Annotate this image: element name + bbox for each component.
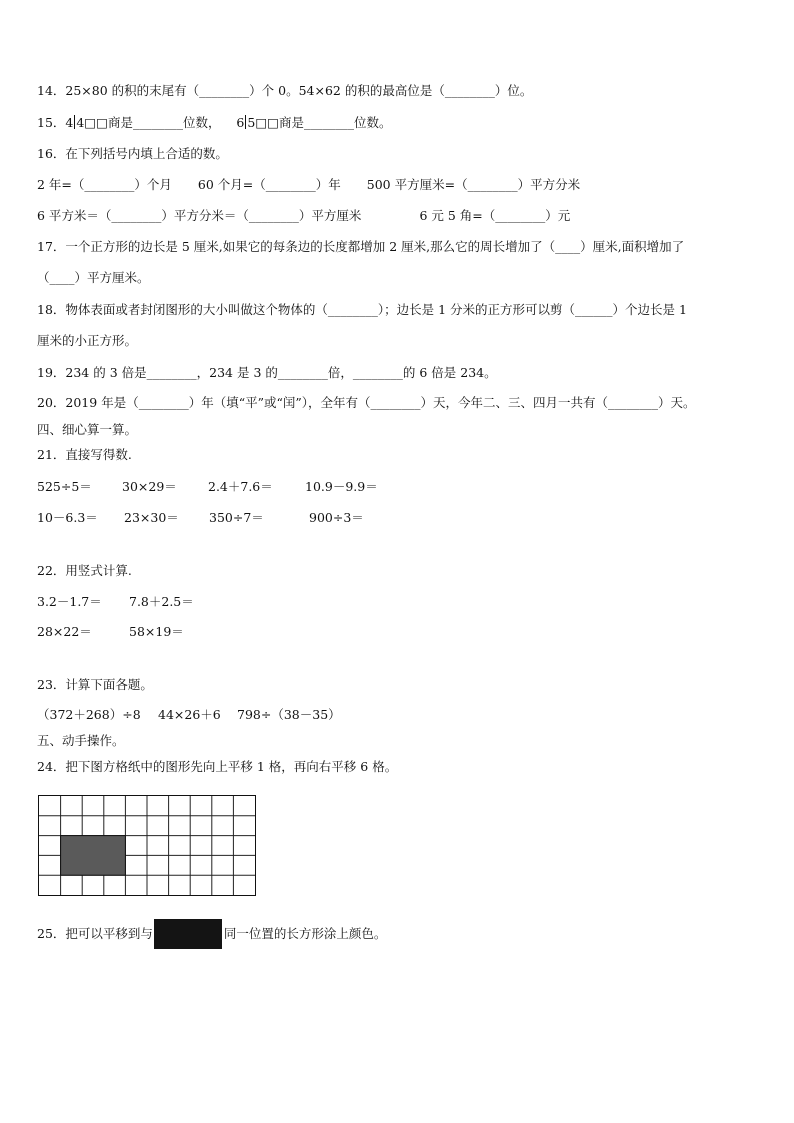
calc-item: 44×26＋6 [158, 707, 221, 722]
question-14: 14．25×80 的积的末尾有（________）个 0。54×62 的积的最高位是（________）位。 [37, 83, 533, 98]
dividend-a: 4□□ [76, 115, 108, 130]
calc-item: 350÷7＝ [209, 510, 264, 525]
question-25 [37, 919, 386, 949]
question-24: 24．把下图方格纸中的图形先向上平移 1 格，再向右平移 6 格。 [37, 759, 398, 774]
calc-item: 30×29＝ [122, 479, 177, 494]
question-16: 16．在下列括号内填上合适的数。 [37, 146, 228, 161]
calc-item: （372＋268）÷8 [37, 707, 141, 722]
question-15-text-b: 商是________位数。 [278, 115, 392, 130]
calc-item: 525÷5＝ [37, 479, 92, 494]
q16-item-area: 500 平方厘米=（________）平方分米 [366, 177, 581, 192]
question-23-row [37, 706, 341, 724]
question-15-number: 15． [37, 115, 66, 130]
divisor-a: 4 [65, 115, 74, 130]
grid-paper [38, 795, 256, 896]
section-5-heading: 五、动手操作。 [37, 733, 125, 748]
calc-item: 900÷3＝ [309, 510, 364, 525]
dividend-b: 5□□ [247, 115, 279, 130]
calc-item: 2.4＋7.6＝ [208, 479, 273, 494]
section-4-heading: 四、细心算一算。 [37, 422, 138, 437]
grid-shape [61, 836, 126, 876]
calc-item: 798÷（38－35） [237, 707, 341, 722]
question-22-row-1 [37, 593, 194, 611]
calc-item: 10.9－9.9＝ [305, 479, 378, 494]
question-20: 20．2019 年是（________）年（填“平”或“闰”），全年有（________）天，今年二、三、四月一共有（________）天。 [37, 395, 696, 410]
question-21-row-1 [37, 478, 378, 496]
calc-item: 23×30＝ [124, 510, 179, 525]
q16-item-yuan: 6 元 5 角=（________）元 [419, 208, 571, 223]
question-23: 23．计算下面各题。 [37, 677, 153, 692]
grid-lines [39, 796, 255, 895]
question-15-text-a: 商是________位数， [107, 115, 221, 130]
question-22: 22．用竖式计算. [37, 563, 132, 578]
question-15 [37, 114, 391, 132]
calc-item: 28×22＝ [37, 624, 92, 639]
question-25-text-a: 25．把可以平移到与 [37, 926, 153, 941]
calc-item: 10－6.3＝ [37, 510, 98, 525]
question-21: 21．直接写得数. [37, 447, 132, 462]
question-25-text-b: 同一位置的长方形涂上颜色。 [223, 926, 387, 941]
question-18-line-2: 厘米的小正方形。 [37, 333, 138, 348]
question-16-row-2 [37, 207, 570, 225]
question-19: 19．234 的 3 倍是________，234 是 3 的________倍，________的 6 倍是 234。 [37, 365, 497, 380]
question-22-row-2 [37, 623, 184, 641]
q16-item-square-meters: 6 平方米＝（________）平方分米＝（________）平方厘米 [37, 208, 362, 223]
calc-item: 58×19＝ [129, 624, 184, 639]
question-17-line-2: （____）平方厘米。 [37, 270, 150, 285]
q16-item-months: 60 个月=（________）年 [197, 177, 341, 192]
calc-item: 3.2－1.7＝ [37, 594, 102, 609]
q16-item-years: 2 年=（________）个月 [37, 177, 172, 192]
reference-rectangle [154, 919, 222, 949]
divisor-b: 6 [236, 115, 245, 130]
calc-item: 7.8＋2.5＝ [129, 594, 194, 609]
question-17-line-1: 17．一个正方形的边长是 5 厘米,如果它的每条边的长度都增加 2 厘米,那么它的周长增加了（____）厘米,面积增加了 [37, 239, 685, 254]
question-16-row-1 [37, 176, 580, 194]
question-21-row-2 [37, 509, 364, 527]
question-18-line-1: 18．物体表面或者封闭图形的大小叫做这个物体的（________）；边长是 1 分米的正方形可以剪（______）个边长是 1 [37, 302, 687, 317]
